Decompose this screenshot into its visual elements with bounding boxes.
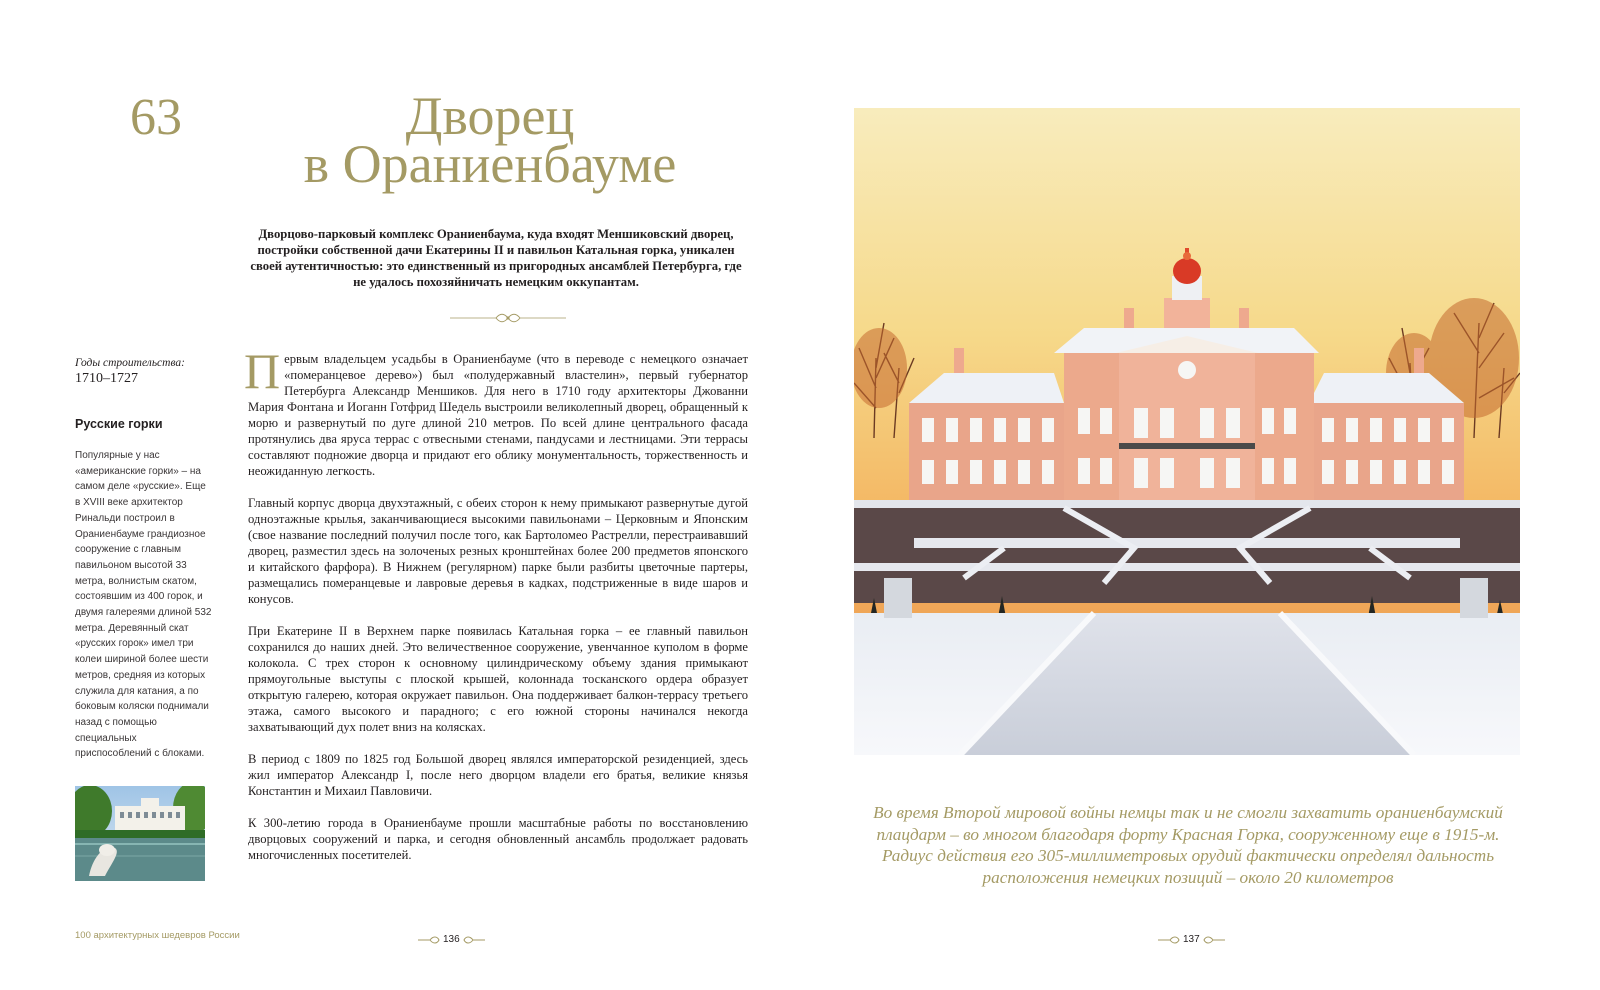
body-paragraph-3: При Екатерине II в Верхнем парке появилась Катальная горка – ее главный павильон сохранился до наших дней. Это величественное сооружение, увенчанное куполом в форме колокола. С трех сторон к основному цилиндрическому объему здания примыкают прямоугольные выступы с плоской крышей, колоннада тосканского ордера образует открытую галерею, которая окружает павильон. Она поддерживает балкон-террасу третьего этажа, самого высокого и парадного; с его южной стороны начинался некогда захватывающий дух полет вниз на колясках. xyxy=(248,624,748,734)
body-paragraph-1 xyxy=(244,343,748,479)
body-paragraph-5: К 300-летию города в Ораниенбауме прошли масштабные работы по восстановлению дворцовых сооружений и парка, и сегодня обновленный ансамбль продолжает радовать многочисленных посетителей. xyxy=(248,816,748,862)
sidebar-photo xyxy=(75,786,205,881)
ornament-right-icon xyxy=(463,935,485,945)
page-number-left xyxy=(418,934,485,945)
chapter-number: 63 xyxy=(130,89,182,146)
book-title: 100 архитектурных шедевров России xyxy=(75,930,240,941)
sidebar-heading: Русские горки xyxy=(75,417,163,431)
ornament-left-icon xyxy=(418,935,440,945)
page-number-left-text: 136 xyxy=(443,934,460,945)
body-paragraph-2: Главный корпус дворца двухэтажный, с обеих сторон к нему примыкают развернутые дугой одноэтажные крылья, заканчивающиеся высокими павильонами – Церковным и Японским (свое название последний получил после того, как Бартоломео Растрелли, перестраивавший дворец, разместил здесь на золоченых резных кронштейнах более 200 предметов японского и китайского фарфора). В Нижнем (регулярном) парке были разбиты цветочные партеры, размещались померанцевые и лавровые деревья в кадках, подстриженные в виде шаров и конусов. xyxy=(248,496,748,606)
palace-photo xyxy=(854,108,1520,755)
drop-cap: П xyxy=(244,343,281,399)
ornament-divider-icon xyxy=(448,312,568,324)
photo-caption: Во время Второй мировой войны немцы так и не смогли захватить ораниенбаумский плацдарм – во многом благодаря форту Красная Горка, сооруженному еще в 1915-м. Радиус действия его 305-миллиметровых орудий фактически определял дальность расположения немецких позиций – около 20 километров xyxy=(873,803,1503,887)
ornament-left-icon xyxy=(1158,935,1180,945)
page-number-right-text: 137 xyxy=(1183,934,1200,945)
ornament-right-icon xyxy=(1203,935,1225,945)
title-line-2: в Ораниенбауме xyxy=(303,134,677,194)
lead-paragraph: Дворцово-парковый комплекс Ораниенбаума, куда входят Меншиковский дворец, постройки собственной дачи Екатерины II и павильон Катальная горка, уникален своей аутентичностью: это единственный из пригородных ансамблей Петербурга, где не удалось похозяйничать немецким оккупантам. xyxy=(250,227,742,289)
body-paragraph-1-text: ервым владельцем усадьбы в Ораниенбауме (что в переводе с немецкого означает «померанцевое дерево») был «полудержавный властелин», первый губернатор Петербурга Александр Меншиков. Для него в 1710 году архитекторы Джованни Мария Фонтана и Иоганн Готфрид Шедель выстроили великолепный дворец, обращенный к морю и развернутый по дуге длиной 210 метров. По всей длине центрального фасада протянулись два яруса террас с отвесными стенами, пандусами и лестницами. Эти террасы составляют подножие дворца и придают его облику монументальность, торжественность и неожиданную легкость. xyxy=(248,352,748,478)
body-paragraph-4: В период с 1809 по 1825 год Большой дворец являлся императорской резиденцией, здесь жил император Александр I, после него дворцом владели его братья, великие князья Константин и Михаил Павловичи. xyxy=(248,752,748,798)
years-value: 1710–1727 xyxy=(75,371,138,386)
sidebar-text: Популярные у нас «американские горки» – на самом деле «русские». Еще в XVIII веке архитектор Ринальди построил в Ораниенбауме грандиозное сооружение с главным павильоном высотой 33 метра, волнистым скатом, состоявшим из 400 горок, и двумя галереями длиной 532 метра. Деревянный скат «русских горок» имел три колеи шириной более шести метров, средняя из которых служила для катания, а по боковым коляски поднимали назад с помощью специальных приспособлений с блоками. xyxy=(75,450,212,760)
years-label: Годы строительства: xyxy=(75,357,185,369)
page-number-right xyxy=(1158,934,1225,945)
article-body xyxy=(244,343,748,879)
page-title xyxy=(230,86,750,194)
title-line-1: Дворец xyxy=(405,86,575,146)
